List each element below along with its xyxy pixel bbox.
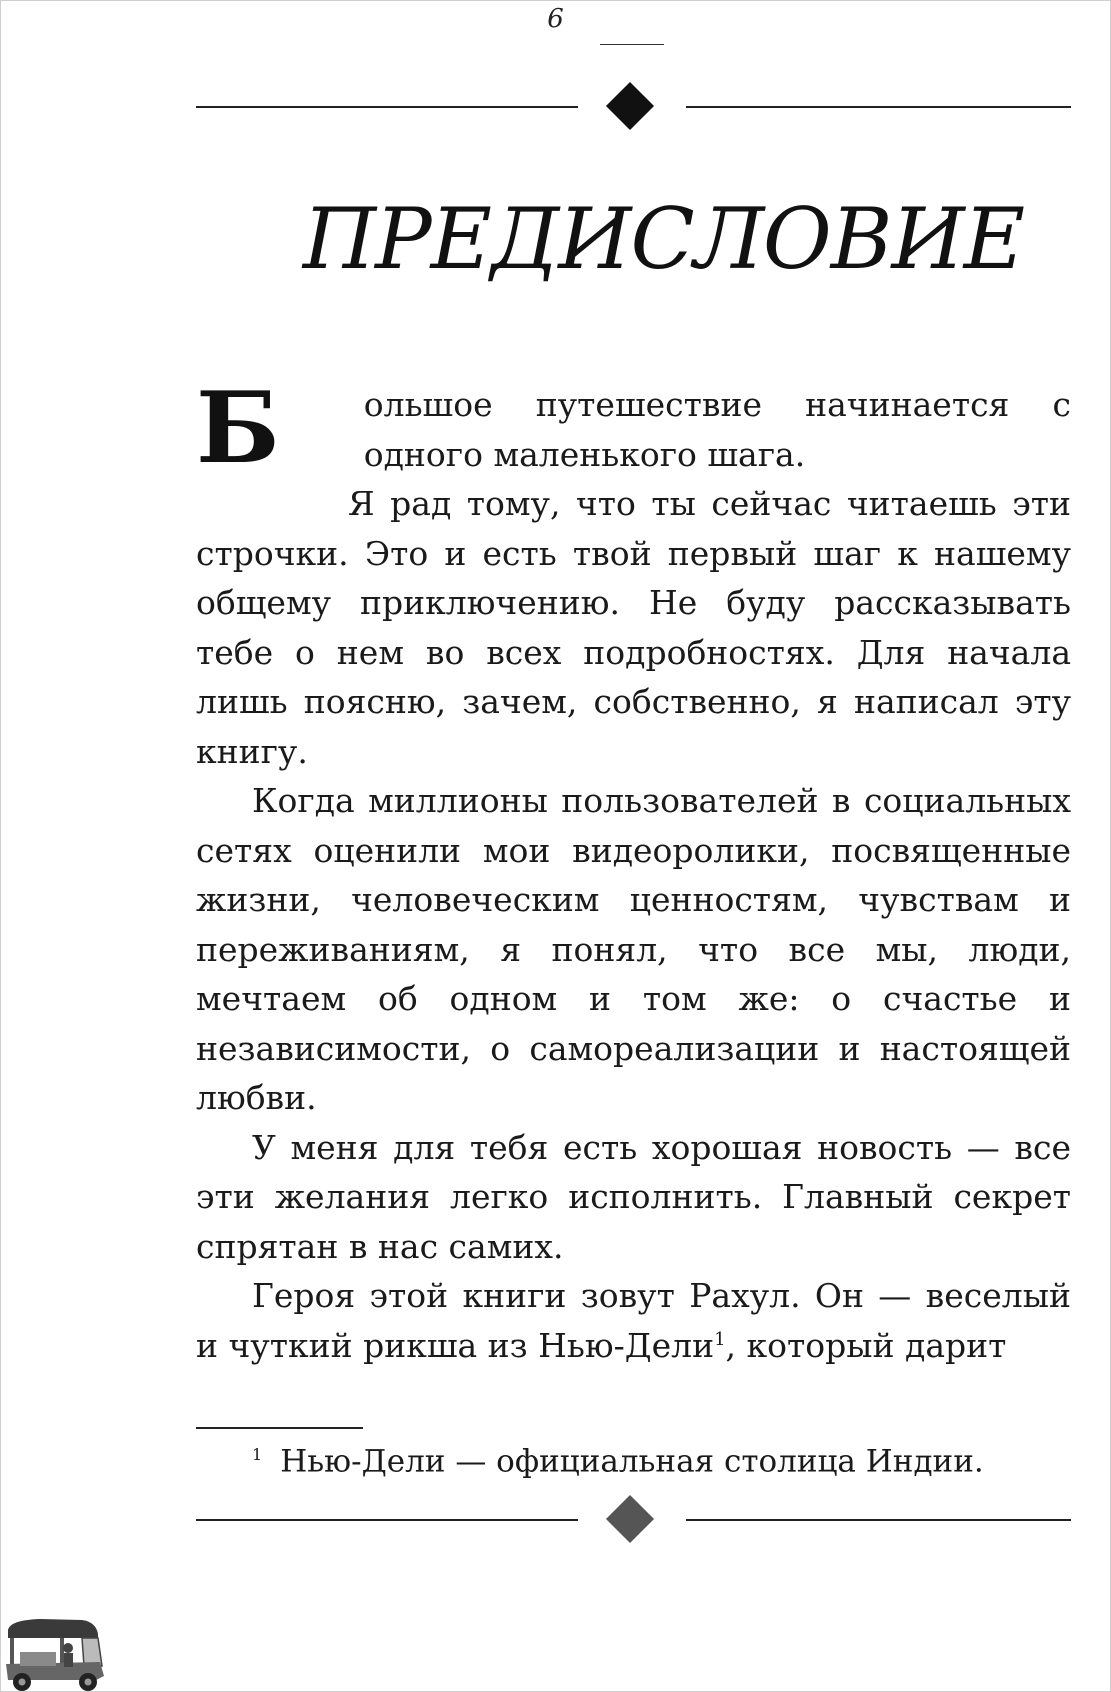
page-number-rule: [600, 44, 664, 45]
page-number: 6: [547, 4, 564, 34]
paragraph: У меня для тебя есть хорошая новость — все эти желания легко исполнить. Главный секрет спрятан в нас самих.: [196, 1127, 1071, 1266]
paragraph: Когда миллионы пользователей в социальных сетях оценили мои видеоролики, посвященные жизни, человеческим ценностям, чувствам и переживаниям, я понял, что все мы, люди, мечтаем об одном и том же: о счастье и независимости, о самореализации и настоящей любви.: [196, 781, 1071, 1117]
diamond-ornament-icon: [606, 1495, 654, 1543]
ornament-line-left: [196, 106, 578, 108]
ornament-line-left: [196, 1519, 578, 1521]
footnote-text: Нью-Дели — официальная столица Индии.: [280, 1443, 984, 1480]
footnote: [252, 1432, 1052, 1484]
drop-cap: Б: [196, 371, 280, 486]
top-ornament: [196, 87, 1071, 127]
bottom-ornament: [196, 1500, 1071, 1540]
chapter-title: ПРЕДИСЛОВИЕ: [302, 190, 1025, 288]
body-text: [196, 371, 1071, 1370]
paragraph-text-tail: , который дарит: [725, 1325, 1007, 1365]
paragraph-text: ольшое путешествие начинается с одного маленького шага.: [363, 385, 1071, 474]
paragraph-text: Героя этой книги зовут Рахул. Он — веселый и чуткий рикша из Нью-Дели: [196, 1276, 1071, 1365]
footnote-number: 1: [252, 1445, 263, 1464]
ornament-line-right: [686, 1519, 1071, 1521]
ornament-line-right: [686, 106, 1071, 108]
footnote-rule: [196, 1427, 363, 1429]
paragraph: [196, 371, 1071, 486]
diamond-ornament-icon: [606, 82, 654, 130]
paragraph: [196, 1271, 1071, 1370]
paragraph: Я рад тому, что ты сейчас читаешь эти строчки. Это и есть твой первый шаг к нашему общему приключению. Не буду рассказывать тебе о нем во всех подробностях. Для начала лишь поясню, зачем, собственно, я написал эту книгу.: [196, 484, 1071, 771]
footnote-reference[interactable]: 1: [714, 1328, 726, 1350]
auto-rickshaw-icon: [0, 1616, 108, 1692]
